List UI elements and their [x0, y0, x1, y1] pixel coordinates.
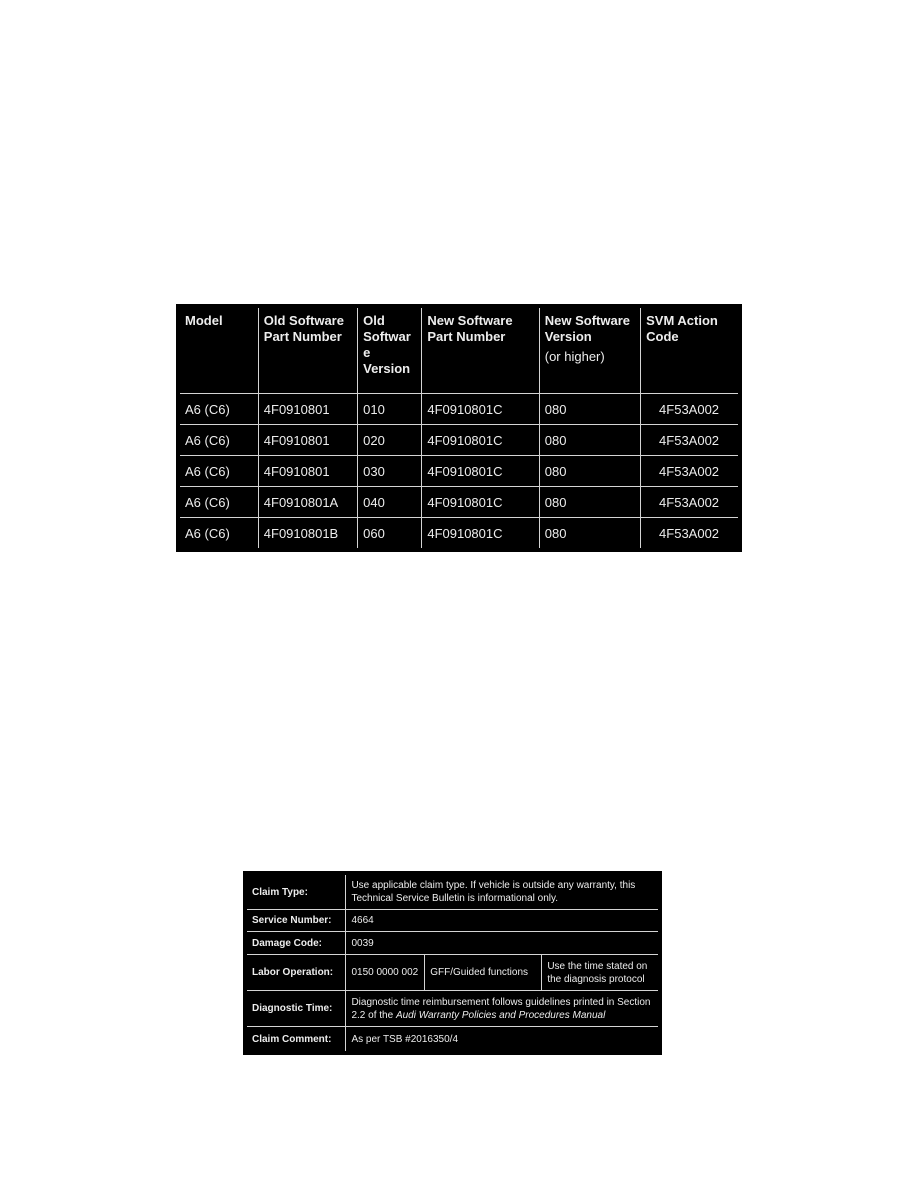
- table-row: [178, 456, 740, 487]
- table-cell: 4F0910801C: [422, 487, 539, 518]
- labor-operation-code: 0150 0000 002: [346, 955, 425, 991]
- table-cell: A6 (C6): [178, 456, 258, 487]
- diagnostic-time-text: Diagnostic time reimbursement follows guidelines printed in Section 2.2 of the: [351, 996, 651, 1021]
- table-cell: 4F0910801: [258, 425, 357, 456]
- claim-type-value: Use applicable claim type. If vehicle is outside any warranty, this Technical Service Bulletin is informational only.: [346, 873, 660, 910]
- claim-comment-value: As per TSB #2016350/4: [346, 1027, 660, 1054]
- labor-operation-row: [245, 955, 660, 991]
- table-cell: A6 (C6): [178, 487, 258, 518]
- claim-type-row: [245, 873, 660, 910]
- column-header-new-version-label: New Software Version: [544, 313, 630, 344]
- table-cell: 4F0910801: [258, 394, 357, 425]
- table-cell: 020: [358, 425, 422, 456]
- damage-code-row: [245, 932, 660, 955]
- table-cell: 4F53A002: [641, 425, 740, 456]
- column-header-new-part-number: New Software Part Number: [422, 306, 539, 394]
- table-cell: 4F0910801: [258, 456, 357, 487]
- table-cell: A6 (C6): [178, 518, 258, 551]
- table-cell: 4F0910801C: [422, 394, 539, 425]
- table-cell: 4F0910801A: [258, 487, 357, 518]
- service-number-value: 4664: [346, 910, 660, 932]
- claim-comment-label: Claim Comment:: [245, 1027, 346, 1054]
- table-row: [178, 394, 740, 425]
- damage-code-label: Damage Code:: [245, 932, 346, 955]
- column-header-new-version-note: (or higher): [544, 349, 605, 364]
- claim-comment-row: [245, 1027, 660, 1054]
- service-number-label: Service Number:: [245, 910, 346, 932]
- column-header-svm-action-code: SVM Action Code: [641, 306, 740, 394]
- table-cell: 080: [539, 394, 640, 425]
- table-cell: A6 (C6): [178, 394, 258, 425]
- software-table-header-row: [178, 306, 740, 394]
- table-row: [178, 487, 740, 518]
- column-header-old-part-number: Old Software Part Number: [258, 306, 357, 394]
- table-cell: 010: [358, 394, 422, 425]
- column-header-new-version: [539, 306, 640, 394]
- damage-code-value: 0039: [346, 932, 660, 955]
- column-header-old-version: Old Software Version: [358, 306, 422, 394]
- table-cell: 030: [358, 456, 422, 487]
- software-version-table: [176, 304, 742, 552]
- table-cell: 080: [539, 425, 640, 456]
- table-cell: 4F53A002: [641, 456, 740, 487]
- labor-operation-note: Use the time stated on the diagnosis protocol: [542, 955, 660, 991]
- table-cell: 080: [539, 518, 640, 551]
- column-header-model: Model: [178, 306, 258, 394]
- labor-operation-description: GFF/Guided functions: [425, 955, 542, 991]
- warranty-claim-table: [243, 871, 662, 1055]
- labor-operation-label: Labor Operation:: [245, 955, 346, 991]
- table-cell: 080: [539, 487, 640, 518]
- claim-type-label: Claim Type:: [245, 873, 346, 910]
- table-cell: 4F53A002: [641, 394, 740, 425]
- diagnostic-time-manual-title: Audi Warranty Policies and Procedures Manual: [395, 1009, 606, 1021]
- table-cell: 4F0910801B: [258, 518, 357, 551]
- table-cell: 080: [539, 456, 640, 487]
- diagnostic-time-row: [245, 991, 660, 1027]
- table-row: [178, 425, 740, 456]
- table-cell: A6 (C6): [178, 425, 258, 456]
- diagnostic-time-value: [346, 991, 660, 1027]
- service-number-row: [245, 910, 660, 932]
- table-cell: 040: [358, 487, 422, 518]
- diagnostic-time-label: Diagnostic Time:: [245, 991, 346, 1027]
- table-row: [178, 518, 740, 551]
- table-cell: 4F53A002: [641, 487, 740, 518]
- table-cell: 4F0910801C: [422, 425, 539, 456]
- table-cell: 060: [358, 518, 422, 551]
- table-cell: 4F0910801C: [422, 518, 539, 551]
- table-cell: 4F0910801C: [422, 456, 539, 487]
- table-cell: 4F53A002: [641, 518, 740, 551]
